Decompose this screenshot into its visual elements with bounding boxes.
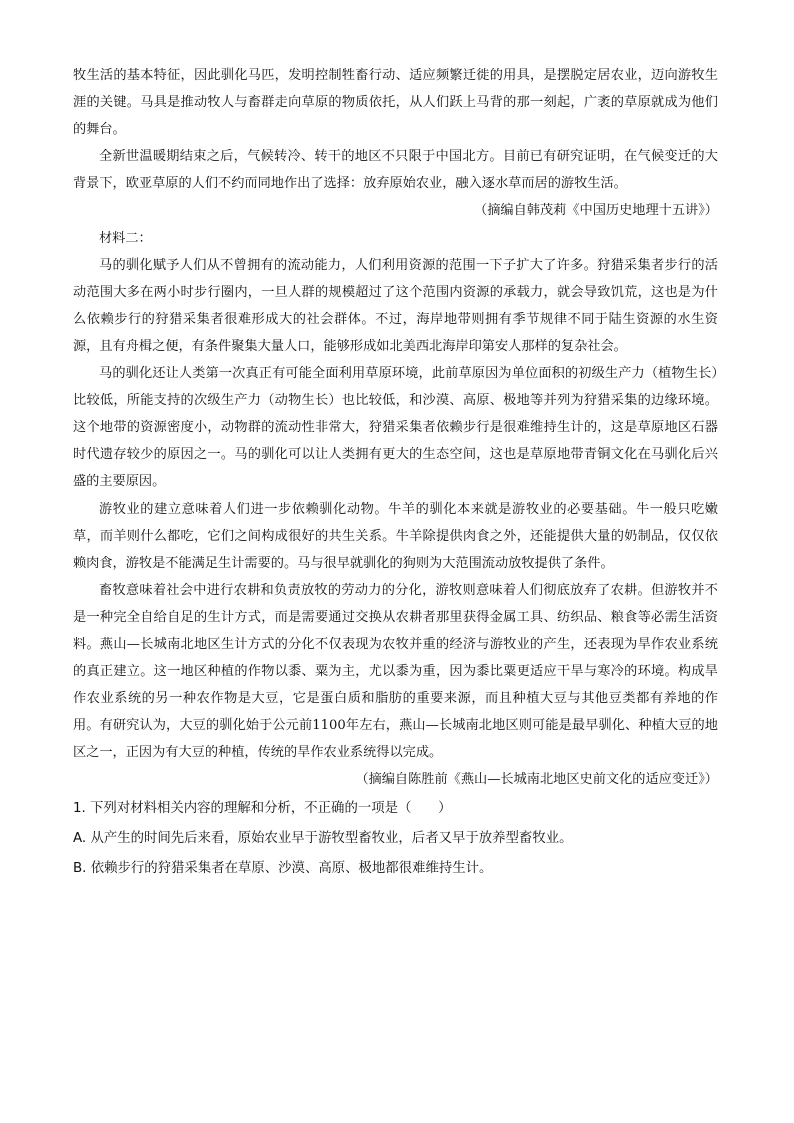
material2-paragraph: 马的驯化还让人类第一次真正有可能全面利用草原环境，此前草原因为单位面积的初级生产力（植物生长）比较低，所能支持的次级生产力（动物生长）也比较低，和沙漠、高原、极地等并列为狩猎采集的边缘环境。这个地带的资源密度小，动物群的流动性非常大，狩猎采集者依赖步行是很难维持生计的，这是草原地区石器时代遗存较少的原因之一。马的驯化可以让人类拥有更大的生态空间，这也是草原地带青铜文化在马驯化后兴盛的主要原因。 xyxy=(73,366,718,490)
option-b: B. 依赖步行的狩猎采集者在草原、沙漠、高原、极地都很难维持生计。 xyxy=(73,860,493,876)
material2-source: （摘编自陈胜前《燕山—长城南北地区史前文化的适应变迁》） xyxy=(355,772,718,788)
material1-paragraph-continued: 牧生活的基本特征，因此驯化马匹，发明控制牲畜行动、适应频繁迁徙的用具，是摆脱定居农业，迈向游牧生涯的关键。马具是推动牧人与畜群走向草原的物质依托，从人们跃上马背的那一刻起，广袤的草原就成为他们的舞台。 xyxy=(73,68,718,138)
material2-paragraph: 马的驯化赋予人们从不曾拥有的流动能力，人们利用资源的范围一下子扩大了许多。狩猎采集者步行的活动范围大多在两小时步行圈内，一旦人群的规模超过了这个范围内资源的承载力，就会导致饥荒，这也是为什么依赖步行的狩猎采集者很难形成大的社会群体。不过，海岸地带则拥有季节规律不同于陆生资源的水生资源，且有舟楫之便，有条件聚集大量人口，能够形成如北美西北海岸印第安人那样的复杂社会。 xyxy=(73,257,718,354)
material1-source: （摘编自韩茂莉《中国历史地理十五讲》） xyxy=(474,203,718,219)
option-a: A. 从产生的时间先后来看，原始农业早于游牧型畜牧业，后者又早于放养型畜牧业。 xyxy=(73,830,573,846)
material2-heading: 材料二： xyxy=(99,230,152,246)
question-stem: 1. 下列对材料相关内容的理解和分析，不正确的一项是（ ） xyxy=(73,800,452,816)
material2-paragraph: 畜牧意味着社会中进行农耕和负责放牧的劳动力的分化，游牧则意味着人们彻底放弃了农耕。但游牧并不是一种完全自给自足的生计方式，而是需要通过交换从农耕者那里获得金属工具、纺织品、粮食等必需生活资料。燕山—长城南北地区生计方式的分化不仅表现为农牧并重的经济与游牧业的产生，还表现为旱作农业系统的真正建立。这一地区种植的作物以黍、粟为主，尤以黍为重，因为黍比粟更适应干旱与寒冷的环境。构成旱作农业系统的另一种农作物是大豆，它是蛋白质和脂肪的重要来源，而且种植大豆与其他豆类都有养地的作用。有研究认为，大豆的驯化始于公元前1100年左右，燕山—长城南北地区则可能是最早驯化、种植大豆的地区之一，正因为有大豆的种植，传统的旱作农业系统得以完成。 xyxy=(73,582,718,761)
material2-paragraph: 游牧业的建立意味着人们进一步依赖驯化动物。牛羊的驯化本来就是游牧业的必要基础。牛一般只吃嫩草，而羊则什么都吃，它们之间构成很好的共生关系。牛羊除提供肉食之外，还能提供大量的奶制品，仅仅依赖肉食，游牧是不能满足生计需要的。马与很早就驯化的狗则为大范围流动放牧提供了条件。 xyxy=(73,501,718,571)
material1-paragraph: 全新世温暖期结束之后，气候转冷、转干的地区不只限于中国北方。目前已有研究证明，在气候变迁的大背景下，欧亚草原的人们不约而同地作出了选择：放弃原始农业，融入逐水草而居的游牧生活。 xyxy=(73,149,718,192)
document-page xyxy=(73,62,718,884)
